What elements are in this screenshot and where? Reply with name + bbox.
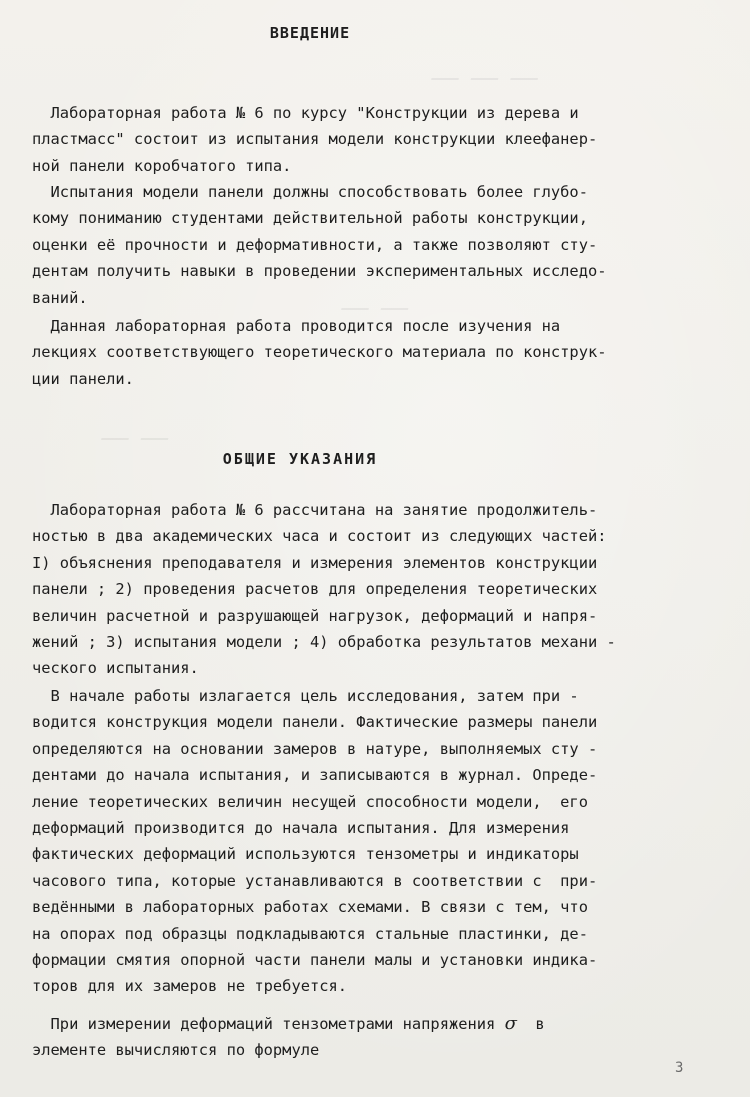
- text-line: часового типа, которые устанавливаются в соответствии с при-: [32, 871, 598, 890]
- text-line: определяются на основании замеров в натуре, выполняемых сту -: [32, 739, 598, 758]
- text-line: ной панели коробчатого типа.: [32, 156, 292, 175]
- text-line: на опорах под образцы подкладываются стальные пластинки, де-: [32, 924, 588, 943]
- text-line: ции панели.: [32, 369, 134, 388]
- bleed-through-formula: — —: [100, 420, 170, 455]
- text-line: Данная лабораторная работа проводится после изучения на: [32, 317, 561, 335]
- text-line: деформаций производится до начала испытания. Для измерения: [32, 819, 570, 838]
- text-line: дентам получить навыки в проведении экспериментальных исследо-: [32, 262, 607, 281]
- text-line: ведёнными в лабораторных работах схемами. В связи с тем, что: [32, 898, 588, 917]
- bleed-through-formula: — —: [340, 290, 410, 325]
- text-line: ностью в два академических часа и состоит из следующих частей:: [32, 527, 607, 546]
- text-segment: При измерении деформаций тензометрами напряжения: [32, 1015, 505, 1033]
- text-line: дентами до начала испытания, и записываются в журнал. Опреде-: [32, 766, 598, 785]
- text-line: фактических деформаций используются тензометры и индикаторы: [32, 845, 579, 864]
- text-line: [32, 1011, 722, 1037]
- text-line: торов для их замеров не требуется.: [32, 977, 348, 996]
- text-line: жений ; 3) испытания модели ; 4) обработка результатов механи -: [32, 633, 616, 652]
- heading-introduction: ВВЕДЕНИЕ: [269, 24, 351, 42]
- heading-general-instructions: ОБЩИЕ УКАЗАНИЯ: [222, 450, 378, 468]
- text-line: В начале работы излагается цель исследования, затем при -: [32, 687, 579, 705]
- text-line: оценки её прочности и деформативности, а также позволяют сту-: [32, 235, 598, 254]
- bleed-through-formula: — — —: [430, 60, 540, 95]
- paragraph: [32, 313, 722, 392]
- text-segment: в: [516, 1015, 545, 1033]
- text-line: ваний.: [32, 288, 88, 307]
- paragraph: [32, 1011, 722, 1064]
- paragraph: [32, 179, 722, 311]
- text-line: кому пониманию студентами действительной работы конструкции,: [32, 209, 588, 228]
- page-number: 3: [675, 1060, 684, 1076]
- text-line: элементе вычисляются по формуле: [32, 1041, 320, 1060]
- text-line: водится конструкция модели панели. Фактические размеры панели: [32, 713, 598, 732]
- text-line: ческого испытания.: [32, 659, 199, 678]
- text-line: панели ; 2) проведения расчетов для определения теоретических: [32, 580, 598, 599]
- paragraph: [32, 100, 722, 179]
- text-line: Испытания модели панели должны способствовать более глубо-: [32, 183, 588, 201]
- text-line: величин расчетной и разрушающей нагрузок, деформаций и напря-: [32, 606, 598, 625]
- paragraph: [32, 497, 722, 682]
- text-line: Лабораторная работа № 6 по курсу "Конструкции из дерева и: [32, 104, 579, 122]
- text-line: лекциях соответствующего теоретического материала по конструк-: [32, 343, 607, 362]
- text-line: пластмасс" состоит из испытания модели конструкции клеефанер-: [32, 130, 598, 149]
- text-line: ление теоретических величин несущей способности модели, его: [32, 792, 588, 811]
- text-line: Лабораторная работа № 6 рассчитана на занятие продолжитель-: [32, 501, 598, 519]
- paragraph: [32, 683, 722, 1000]
- text-line: формации смятия опорной части панели малы и установки индика-: [32, 951, 598, 970]
- sigma-symbol: σ: [504, 1013, 517, 1034]
- text-line: I) объяснения преподавателя и измерения элементов конструкции: [32, 553, 598, 572]
